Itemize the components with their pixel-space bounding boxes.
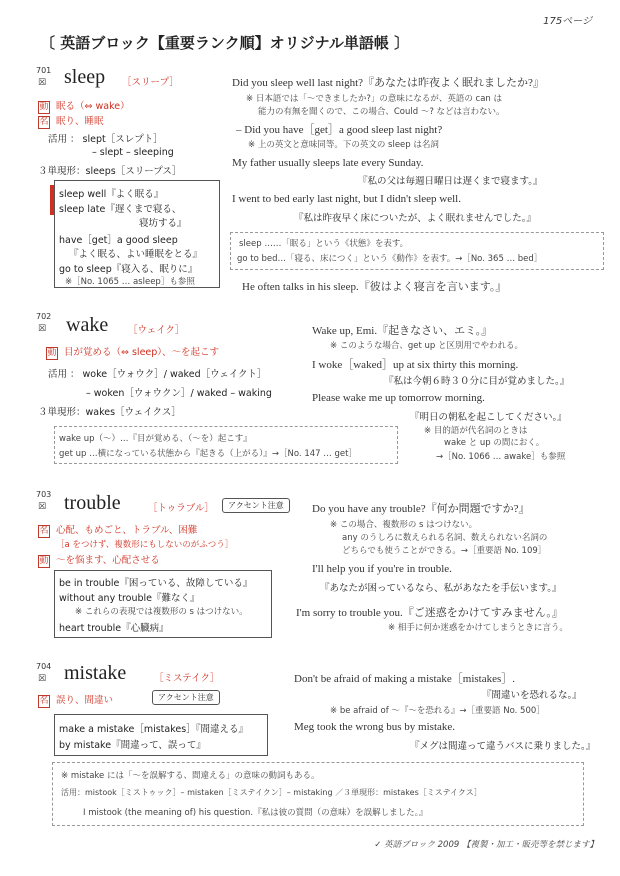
note-box	[52, 762, 584, 826]
pronunciation: ［トゥラブル］	[148, 503, 214, 514]
phrase: without any trouble『難なく』	[59, 593, 200, 604]
example-sentence: Meg took the wrong bus by mistake.	[294, 721, 456, 733]
pos-line	[38, 552, 160, 568]
phrase: 『よく眠る、よい睡眠をとる』	[69, 249, 203, 260]
note-line: sleep ……「眠る」という《状態》を表す。	[239, 239, 409, 249]
example-sentence: I'll help you if you're in trouble.	[312, 563, 452, 575]
phrase: get up …横になっている状態から『起きる（上がる）』→［No. 147 … get］	[59, 449, 357, 459]
pos-meaning: ～を悩ます、心配させる	[56, 555, 160, 566]
pos-tag: 動	[47, 348, 57, 358]
pos-meaning: 眠り、睡眠	[56, 116, 104, 127]
example-translation: 『私は昨夜早く床についたが、よく眠れませんでした。』	[294, 213, 537, 224]
conjugation-line: 活用 ： slept［スレプト］	[48, 134, 163, 145]
example-note: 能力の有無を聞くので、この場合、Could ～? などは言わない。	[258, 107, 505, 117]
example-note: ※ be afraid of ～『～を恐れる』→［重要語 No. 500］	[330, 706, 545, 716]
conjugation-line: – woken［ウォウクン］/ waked – waking	[86, 388, 272, 399]
example-note: ※ 日本語では「～できましたか?」の意味になるが、英語の can は	[246, 94, 503, 104]
example-translation: 『メグは間違って違うバスに乗りました。』	[410, 741, 596, 752]
checkbox-icon[interactable]: ☒	[38, 674, 47, 684]
example-sentence: Wake up, Emi.『起きなさい、エミ。』	[312, 325, 493, 337]
pos-line	[38, 113, 104, 129]
phrase-box	[54, 180, 220, 288]
phrase: wake up（～）…『目が覚める、（～を）起こす』	[59, 434, 252, 444]
headword: trouble	[64, 492, 121, 514]
example-sentence: My father usually sleeps late every Sunday.	[232, 157, 424, 169]
conjugation-line: ３単現形：sleeps［スリープス］	[38, 166, 182, 177]
pos-tag: 名	[39, 526, 49, 536]
example-note: ※ 目的語が代名詞のときは	[424, 426, 528, 436]
phrase: ※［No. 1065 … asleep］も参照	[65, 277, 195, 287]
example-sentence: I woke［waked］up at six thirty this morning.	[312, 359, 519, 371]
checkbox-icon[interactable]: ☒	[38, 502, 47, 512]
example-note: wake と up の間におく。	[444, 438, 545, 448]
phrase-box	[54, 570, 272, 638]
entry-number: 704	[36, 662, 52, 671]
pos-meaning: ［a をつけず、複数形にもしないのがふつう］	[56, 540, 234, 550]
phrase: ※ これらの表現では複数形の s はつけない。	[75, 607, 248, 617]
phrase: be in trouble『困っている、故障している』	[59, 578, 253, 589]
phrase: 寝坊する』	[139, 218, 187, 229]
pos-meaning: 目が覚める（⇔ sleep）、～を起こす	[64, 347, 220, 358]
pos-tag: 名	[39, 117, 49, 127]
example-note: ※ この場合、複数形の s はつけない。	[330, 520, 478, 530]
pronunciation: ［ミステイク］	[154, 673, 220, 684]
example-note: ※ このような場合、get up と区別用でやわれる。	[330, 341, 523, 351]
example-note: ※ 上の英文と意味同等。下の英文の sleep は名詞	[248, 140, 439, 150]
phrase: have［get］a good sleep	[59, 235, 178, 246]
phrase-box	[54, 714, 268, 756]
pos-line	[38, 98, 130, 114]
accent-badge: アクセント注意	[152, 690, 220, 705]
pos-tag: 動	[39, 102, 49, 112]
checkbox-icon[interactable]: ☒	[38, 324, 47, 334]
pos-line	[38, 692, 113, 708]
accent-bar	[50, 185, 54, 215]
example-translation: 『私は今朝６時３０分に目が覚めました。』	[384, 376, 570, 387]
example-sentence: He often talks in his sleep.『彼はよく寝言を言います。』	[242, 281, 507, 293]
accent-badge: アクセント注意	[222, 498, 290, 513]
note-line: go to bed…「寝る、床につく」という《動作》を表す。→［No. 365 … bed］	[237, 254, 543, 264]
pos-tag: 動	[39, 556, 49, 566]
conjugation-line: 活用 ： woke［ウォウク］/ waked［ウェイクト］	[48, 369, 267, 380]
headword: sleep	[64, 66, 106, 88]
pronunciation: ［ウェイク］	[128, 325, 185, 336]
example-sentence: Did you sleep well last night?『あなたは昨夜よく眠れましたか?』	[232, 77, 544, 89]
example-translation: 『私の父は毎週日曜日は遅くまで寝ます。』	[358, 176, 543, 187]
example-sentence: Do you have any trouble?『何か問題ですか?』	[312, 503, 530, 515]
pos-line	[46, 344, 219, 360]
entry-number: 702	[36, 312, 52, 321]
conjugation-line: ３単現形：wakes［ウェイクス］	[38, 407, 181, 418]
phrase-box	[54, 426, 398, 464]
note-box	[230, 232, 604, 270]
example-note: →［No. 1066 … awake］も参照	[436, 452, 566, 462]
example-translation: 『間違いを恐れるな。』	[482, 690, 582, 701]
conjugation-line: – slept – sleeping	[92, 147, 174, 158]
pos-meaning: 眠る（⇔ wake）	[56, 101, 130, 112]
example-translation: 『明日の朝私を起こしてください。』	[410, 412, 567, 423]
checkbox-icon[interactable]: ☒	[38, 78, 47, 88]
phrase: go to sleep『寝入る、眠りに』	[59, 264, 198, 275]
example-note: どちらでも使うことができる。→［重要語 No. 109］	[342, 546, 547, 556]
example-translation: 『あなたが困っているなら、私があなたを手伝います。』	[320, 583, 562, 594]
phrase: sleep well『よく眠る』	[59, 189, 164, 200]
phrase: make a mistake［mistakes］『間違える』	[59, 724, 248, 735]
note-line: ※ mistake には「～を誤解する、間違える」の意味の動詞もある。	[61, 771, 320, 781]
footer-copyright: ✓ 英語ブロック 2009 【複製・加工・販売等を禁じます】	[374, 840, 598, 850]
pos-meaning: 誤り、間違い	[56, 695, 114, 706]
entry-number: 703	[36, 490, 52, 499]
phrase: heart trouble『心臓病』	[59, 623, 169, 634]
example-sentence: I'm sorry to trouble you.『ご迷惑をかけてすみません。』	[296, 607, 563, 619]
entry-number: 701	[36, 66, 52, 75]
headword: wake	[66, 314, 109, 336]
note-line: I mistook (the meaning of) his question.『私は彼の質問（の意味）を誤解しました。』	[83, 808, 428, 818]
pronunciation: ［スリープ］	[122, 77, 179, 88]
page-title: 〔 英語ブロック【重要ランク順】オリジナル単語帳 〕	[40, 34, 410, 52]
phrase: by mistake『間違って、誤って』	[59, 740, 206, 751]
example-sentence: I went to bed early last night, but I didn't sleep well.	[232, 193, 461, 205]
example-note: ※ 相手に何か迷惑をかけてしまうときに言う。	[388, 623, 568, 633]
note-line: 活用：mistook［ミストゥック］– mistaken［ミステイクン］– mistaking ／３単現形：mistakes［ミステイクス］	[61, 788, 482, 797]
pos-meaning: 心配、もめごと、トラブル、困難	[56, 525, 198, 536]
headword: mistake	[64, 662, 127, 684]
page-number: 175ページ	[543, 16, 592, 27]
example-sentence: Don't be afraid of making a mistake［mistakes］.	[294, 673, 516, 685]
example-note: any のうしろに数えられる名詞、数えられない名詞の	[342, 533, 548, 543]
pos-line	[38, 522, 197, 538]
example-sentence: Please wake me up tomorrow morning.	[312, 392, 485, 404]
pos-tag: 名	[39, 696, 49, 706]
example-sentence: – Did you have［get］a good sleep last night?	[236, 124, 443, 136]
phrase: sleep late『遅くまで寝る、	[59, 204, 182, 215]
